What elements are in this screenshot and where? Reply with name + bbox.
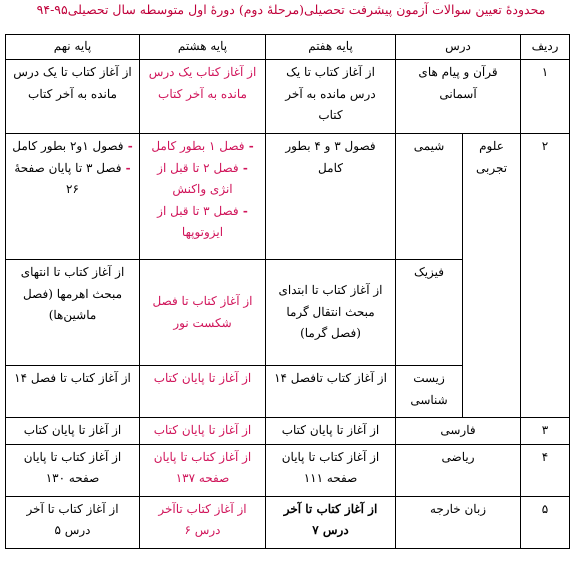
grade-9-cell: از آغاز کتاب تا انتهای مبحث اهرمها (فصل ماشین‌ها) [6, 260, 140, 366]
header-grade-9: پایه نهم [6, 35, 140, 60]
grade-7-cell: از آغاز کتاب تا ابتدای مبحث انتقال گرما (فصل گرما) [266, 260, 396, 366]
table-row [6, 444, 570, 496]
grade-9-cell: از آغاز کتاب تا یک درس مانده به آخر کتاب [6, 60, 140, 134]
row-index: ۲ [521, 134, 570, 418]
table-row [6, 418, 570, 445]
subject-cell: فارسی [396, 418, 521, 445]
subject-cell: فیزیک [396, 260, 463, 366]
line-item: - فصل ۱ بطور کامل [146, 136, 259, 158]
line-item: - فصل ۳ تا پایان صفحهٔ ۲۶ [12, 158, 133, 201]
subject-cell: شیمی [396, 134, 463, 260]
grade-9-cell: از آغاز تا پایان کتاب [6, 418, 140, 445]
grade-8-cell: از آغاز کتاب تاآخر درس ۶ [140, 496, 266, 548]
page-title: محدودهٔ تعیین سوالات آزمون پیشرفت تحصیلی(مرحلهٔ دوم) دورهٔ اول متوسطه سال تحصیلی۹۵-۹۴ [36, 2, 546, 17]
table-row [6, 60, 570, 134]
exam-scope-table [5, 34, 570, 549]
grade-7-cell: از آغاز کتاب تافصل ۱۴ [266, 366, 396, 418]
group-science-cell: علوم تجربی [463, 134, 521, 418]
grade-8-cell: از آغاز کتاب تا فصل شکست نور [140, 260, 266, 366]
grade-7-cell: از آغاز کتاب تا یک درس مانده به آخر کتاب [266, 60, 396, 134]
grade-8-cell: از آغاز کتاب یک درس مانده به آخر کتاب [140, 60, 266, 134]
line-item: - فصل ۳ تا قبل از ایزوتوپها [146, 201, 259, 244]
header-grade-8: پایه هشتم [140, 35, 266, 60]
table-row [6, 496, 570, 548]
grade-9-cell: از آغاز کتاب تا فصل ۱۴ [6, 366, 140, 418]
subject-cell: زیست شناسی [396, 366, 463, 418]
grade-8-cell: از آغاز کتاب تا پایان صفحه ۱۳۷ [140, 444, 266, 496]
subject-cell: زبان خارجه [396, 496, 521, 548]
table-row [6, 134, 570, 260]
subject-cell: ریاضی [396, 444, 521, 496]
header-grade-7: پایه هفتم [266, 35, 396, 60]
line-item: - فصل ۲ تا قبل از انژی واکنش [146, 158, 259, 201]
row-index: ۱ [521, 60, 570, 134]
row-index: ۴ [521, 444, 570, 496]
grade-9-cell: از آغاز کتاب تا پایان صفحه ۱۳۰ [6, 444, 140, 496]
header-subject: درس [396, 35, 521, 60]
header-row [6, 35, 570, 60]
line-item: - فصول ۱و۲ بطور کامل [12, 136, 133, 158]
grade-7-cell: از آغاز کتاب تا آخر درس ۷ [266, 496, 396, 548]
grade-8-cell [140, 134, 266, 260]
row-index: ۳ [521, 418, 570, 445]
grade-9-cell: از آغاز کتاب تا آخر درس ۵ [6, 496, 140, 548]
header-idx: ردیف [521, 35, 570, 60]
grade-7-cell: فصول ۳ و ۴ بطور کامل [266, 134, 396, 260]
grade-7-cell: از آغاز کتاب تا پایان صفحه ۱۱۱ [266, 444, 396, 496]
grade-8-cell: از آغاز تا پایان کتاب [140, 366, 266, 418]
grade-7-cell: از آغاز تا پایان کتاب [266, 418, 396, 445]
row-index: ۵ [521, 496, 570, 548]
grade-9-cell [6, 134, 140, 260]
subject-cell: قرآن و پیام های آسمانی [396, 60, 521, 134]
grade-8-cell: از آغاز تا پایان کتاب [140, 418, 266, 445]
